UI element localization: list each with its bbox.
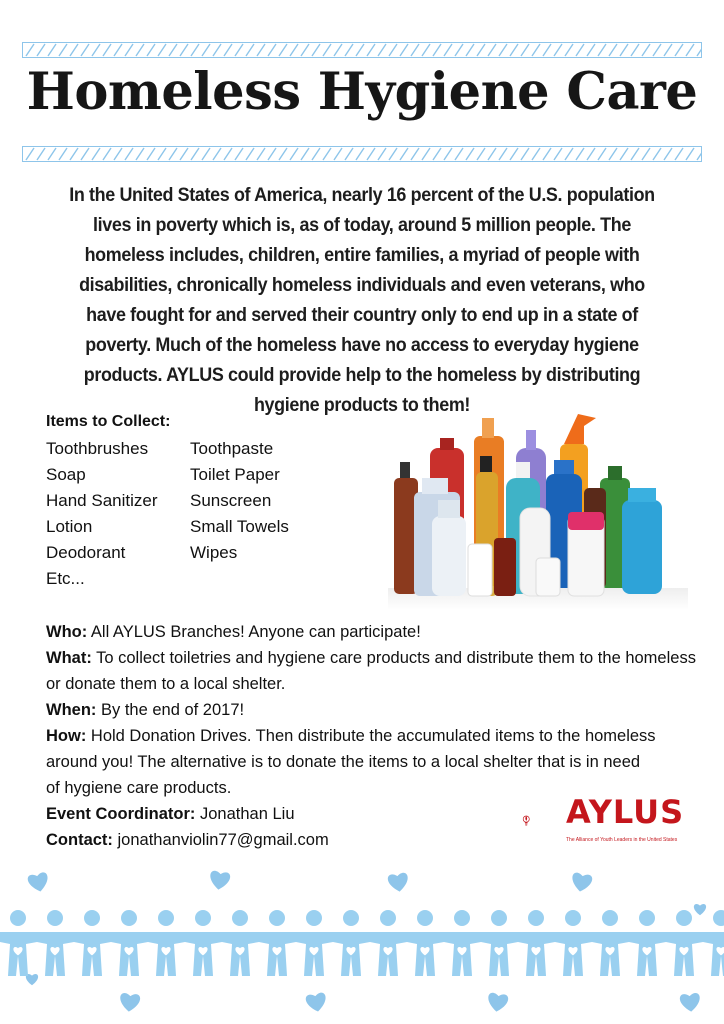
- flame-bulb-icon: [522, 794, 562, 846]
- list-item: [46, 514, 289, 540]
- coordinator-label: Event Coordinator:: [46, 805, 196, 823]
- what-label: What:: [46, 649, 92, 667]
- paper-person-icon: [666, 910, 703, 976]
- paper-person-icon: [37, 910, 74, 976]
- how-value: Hold Donation Drives. Then distribute the accumulated items to the homeless around you! The alternative is to donate the items to a local shelter that is in need of hygiene care products.: [46, 727, 656, 797]
- how-line: [46, 723, 656, 801]
- top-zigzag-border: [22, 42, 702, 58]
- aylus-logo-text: AYLUS: [566, 793, 685, 831]
- heart-icon: [694, 904, 706, 915]
- paper-person-icon: [74, 910, 111, 976]
- aylus-logo-tagline: The Alliance of Youth Leaders in the United States: [566, 837, 678, 843]
- item-name: Hand Sanitizer: [46, 491, 158, 510]
- paper-chain-people-border: [0, 860, 724, 1024]
- paper-person-icon: [629, 910, 666, 976]
- item-name: Toothpaste: [190, 439, 274, 458]
- heart-icon: [387, 872, 409, 893]
- when-value: By the end of 2017!: [96, 701, 245, 719]
- list-item: [46, 488, 289, 514]
- page-title: Homeless Hygiene Care: [26, 62, 698, 122]
- heart-icon: [570, 872, 593, 893]
- paper-person-icon: [444, 910, 481, 976]
- heart-icon: [487, 992, 509, 1013]
- paper-person-icon: [296, 910, 333, 976]
- hygiene-products-image: [388, 408, 688, 610]
- list-item: [46, 462, 289, 488]
- item-name: Lotion: [46, 517, 93, 536]
- who-value: All AYLUS Branches! Anyone can participate!: [87, 623, 421, 641]
- list-item: [46, 436, 289, 462]
- when-line: [46, 697, 696, 723]
- heart-icon: [305, 992, 328, 1013]
- item-name: Soap: [46, 465, 86, 484]
- paper-person-icon: [518, 910, 555, 976]
- paper-person-icon: [333, 910, 370, 976]
- intro-paragraph: In the United States of America, nearly 16 percent of the U.S. population lives in poverty which is, as of today, around 5 million people. The homeless includes, children, entire families, a myriad of people with disabilities, chronically homeless individuals and even veterans, who have fought for and served their country only to end up in a state of poverty. Much of the homeless have no access to everyday hygiene products. AYLUS could provide help to the homeless by distributing hygiene products to them!: [69, 184, 655, 416]
- item-name: Wipes: [190, 543, 238, 562]
- item-name: Toothbrushes: [46, 439, 149, 458]
- how-label: How:: [46, 727, 87, 745]
- items-list: [46, 436, 289, 592]
- paper-person-icon: [592, 910, 629, 976]
- contact-label: Contact:: [46, 831, 113, 849]
- paper-person-icon: [222, 910, 259, 976]
- what-value: To collect toiletries and hygiene care products and distribute them to the homeless or donate them to a local shelter.: [46, 649, 696, 693]
- paper-person-icon: [111, 910, 148, 976]
- paper-person-icon: [259, 910, 296, 976]
- who-label: Who:: [46, 623, 88, 641]
- heart-icon: [209, 870, 231, 891]
- list-item: [46, 540, 289, 566]
- item-name: Toilet Paper: [190, 465, 280, 484]
- contact-email[interactable]: jonathanviolin77@gmail.com: [112, 831, 329, 849]
- paper-person-icon: [407, 910, 444, 976]
- heart-icon: [679, 993, 701, 1013]
- what-line: [46, 645, 696, 697]
- paper-person-icon: [0, 910, 37, 976]
- heart-icon: [119, 993, 141, 1013]
- paper-person-icon: [703, 910, 724, 976]
- when-label: When:: [46, 701, 97, 719]
- paper-person-icon: [555, 910, 592, 976]
- coordinator-value: Jonathan Liu: [195, 805, 295, 823]
- item-name: Small Towels: [190, 517, 289, 536]
- item-name: Etc...: [46, 569, 85, 588]
- items-heading: Items to Collect:: [46, 413, 171, 430]
- paper-person-icon: [148, 910, 185, 976]
- paper-person-icon: [185, 910, 222, 976]
- item-name: Deodorant: [46, 543, 126, 562]
- title-zigzag-border: [22, 146, 702, 162]
- list-item: [46, 566, 289, 592]
- heart-icon: [27, 872, 50, 894]
- paper-person-icon: [481, 910, 518, 976]
- who-line: [46, 619, 696, 645]
- item-name: Sunscreen: [190, 491, 272, 510]
- paper-person-icon: [370, 910, 407, 976]
